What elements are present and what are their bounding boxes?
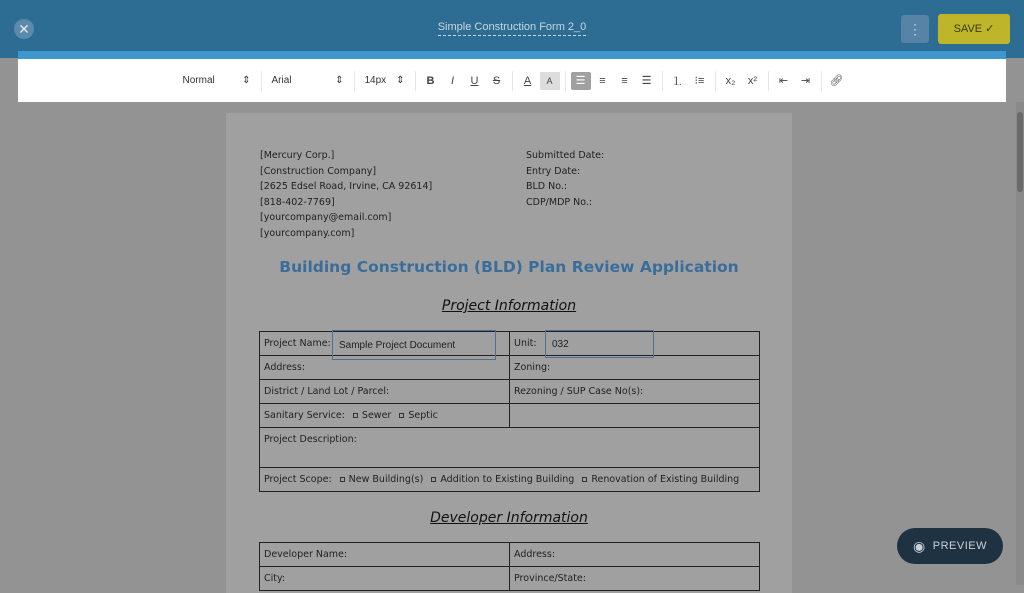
- company-address: [260, 148, 432, 241]
- address-line: [Mercury Corp.]: [260, 150, 335, 161]
- scrollbar[interactable]: [1016, 102, 1024, 585]
- developer-name-cell: Developer Name:: [260, 543, 510, 567]
- renovation-checkbox[interactable]: [582, 477, 587, 482]
- developer-address-cell: Address:: [510, 543, 760, 567]
- project-name-label: Project Name:: [260, 332, 510, 356]
- align-left-button[interactable]: [571, 72, 591, 90]
- top-bar: [0, 0, 1024, 58]
- sewer-label: Sewer: [361, 410, 392, 421]
- link-button[interactable]: [827, 72, 847, 90]
- font-select[interactable]: [266, 70, 350, 92]
- city-cell: City:: [260, 567, 510, 591]
- divider: [261, 71, 262, 91]
- eye-icon: ◉: [913, 537, 926, 554]
- align-center-icon: ≡: [599, 74, 606, 87]
- province-cell: Province/State:: [510, 567, 760, 591]
- meta-line: Submitted Date:: [526, 150, 605, 161]
- divider: [662, 71, 663, 91]
- bullet-list-icon: ⁝≡: [694, 75, 705, 87]
- ordered-list-icon: ⒈: [672, 75, 683, 88]
- document-title-text[interactable]: Simple Construction Form 2_0: [438, 21, 587, 36]
- subscript-button[interactable]: x₂: [725, 74, 736, 87]
- align-justify-icon: ☰: [641, 75, 652, 87]
- renovation-label: Renovation of Existing Building: [591, 474, 740, 485]
- superscript-button[interactable]: x²: [747, 74, 758, 87]
- text-color-button[interactable]: A: [523, 74, 532, 87]
- address-line: [yourcompany@email.com]: [260, 212, 392, 223]
- save-button[interactable]: SAVE ✓: [938, 14, 1010, 44]
- form-title: Building Construction (BLD) Plan Review Application: [279, 258, 739, 276]
- meta-line: CDP/MDP No.:: [526, 196, 593, 208]
- close-icon: ✕: [18, 21, 30, 37]
- sewer-checkbox[interactable]: [353, 413, 358, 418]
- unit-label: Unit:: [510, 332, 760, 356]
- more-options-button[interactable]: [901, 15, 929, 43]
- underline-button[interactable]: U: [470, 74, 479, 87]
- description-cell: Project Description:: [260, 428, 760, 468]
- scope-label: Project Scope:: [264, 474, 332, 485]
- paragraph-value: Normal: [182, 75, 215, 86]
- developer-heading: Developer Information: [430, 510, 588, 526]
- scrollbar-thumb[interactable]: [1017, 112, 1023, 192]
- unit-input[interactable]: 032: [545, 330, 654, 358]
- zoning-cell: Zoning:: [510, 356, 760, 380]
- outdent-icon: ⇤: [778, 75, 789, 87]
- submission-meta: [526, 148, 604, 210]
- address-line: [yourcompany.com]: [260, 227, 355, 239]
- align-right-button[interactable]: [615, 72, 635, 90]
- align-center-button[interactable]: [593, 72, 613, 90]
- scope-cell: [260, 468, 760, 492]
- font-value: Arial: [271, 75, 292, 86]
- addition-checkbox[interactable]: [431, 477, 436, 482]
- meta-line: BLD No.:: [526, 181, 568, 192]
- document-page: [226, 113, 792, 593]
- divider: [768, 71, 769, 91]
- preview-button[interactable]: [897, 528, 1003, 564]
- developer-table: [259, 542, 760, 591]
- addition-label: Addition to Existing Building: [440, 474, 575, 485]
- align-right-icon: ≡: [621, 74, 628, 87]
- link-icon: 🔗︎: [829, 75, 844, 87]
- septic-label: Septic: [408, 410, 438, 421]
- align-justify-button[interactable]: [637, 72, 657, 90]
- format-toolbar: [18, 59, 1006, 102]
- divider: [354, 71, 355, 91]
- new-building-checkbox[interactable]: [340, 477, 345, 482]
- divider: [565, 71, 566, 91]
- bullet-list-button[interactable]: [690, 72, 710, 90]
- more-icon: ⋮: [908, 21, 922, 37]
- meta-line: Entry Date:: [526, 165, 581, 177]
- address-cell: Address:: [260, 356, 510, 380]
- align-left-icon: ☰: [575, 75, 586, 87]
- updown-icon: ⇕: [335, 75, 344, 86]
- district-cell: District / Land Lot / Parcel:: [260, 380, 510, 404]
- document-title[interactable]: [0, 21, 1024, 33]
- indent-icon: ⇥: [800, 75, 811, 87]
- bold-button[interactable]: B: [426, 74, 435, 87]
- size-select[interactable]: [359, 70, 411, 92]
- paragraph-select[interactable]: [177, 70, 257, 92]
- updown-icon: ⇕: [242, 75, 251, 86]
- address-line: [2625 Edsel Road, Irvine, CA 92614]: [260, 181, 433, 192]
- strike-button[interactable]: S: [492, 74, 501, 87]
- size-value: 14px: [364, 75, 387, 86]
- divider: [512, 71, 513, 91]
- address-line: [818-402-7769]: [260, 196, 335, 208]
- divider: [715, 71, 716, 91]
- address-line: [Construction Company]: [260, 165, 377, 177]
- preview-label: PREVIEW: [932, 540, 987, 552]
- empty-cell: [510, 404, 760, 428]
- new-building-label: New Building(s): [348, 474, 424, 485]
- updown-icon: ⇕: [396, 75, 405, 86]
- divider: [415, 71, 416, 91]
- rezoning-cell: Rezoning / SUP Case No(s):: [510, 380, 760, 404]
- project-heading: Project Information: [441, 298, 577, 314]
- ordered-list-button[interactable]: [668, 72, 688, 90]
- highlight-button[interactable]: A: [540, 72, 560, 90]
- project-name-input[interactable]: Sample Project Document: [332, 330, 496, 360]
- sanitary-label: Sanitary Service:: [264, 410, 345, 421]
- indent-button[interactable]: [796, 72, 816, 90]
- outdent-button[interactable]: [774, 72, 794, 90]
- sanitary-cell: [260, 404, 510, 428]
- septic-checkbox[interactable]: [399, 413, 404, 418]
- divider: [821, 71, 822, 91]
- italic-button[interactable]: I: [450, 74, 455, 87]
- toolbar-accent: [18, 51, 1006, 59]
